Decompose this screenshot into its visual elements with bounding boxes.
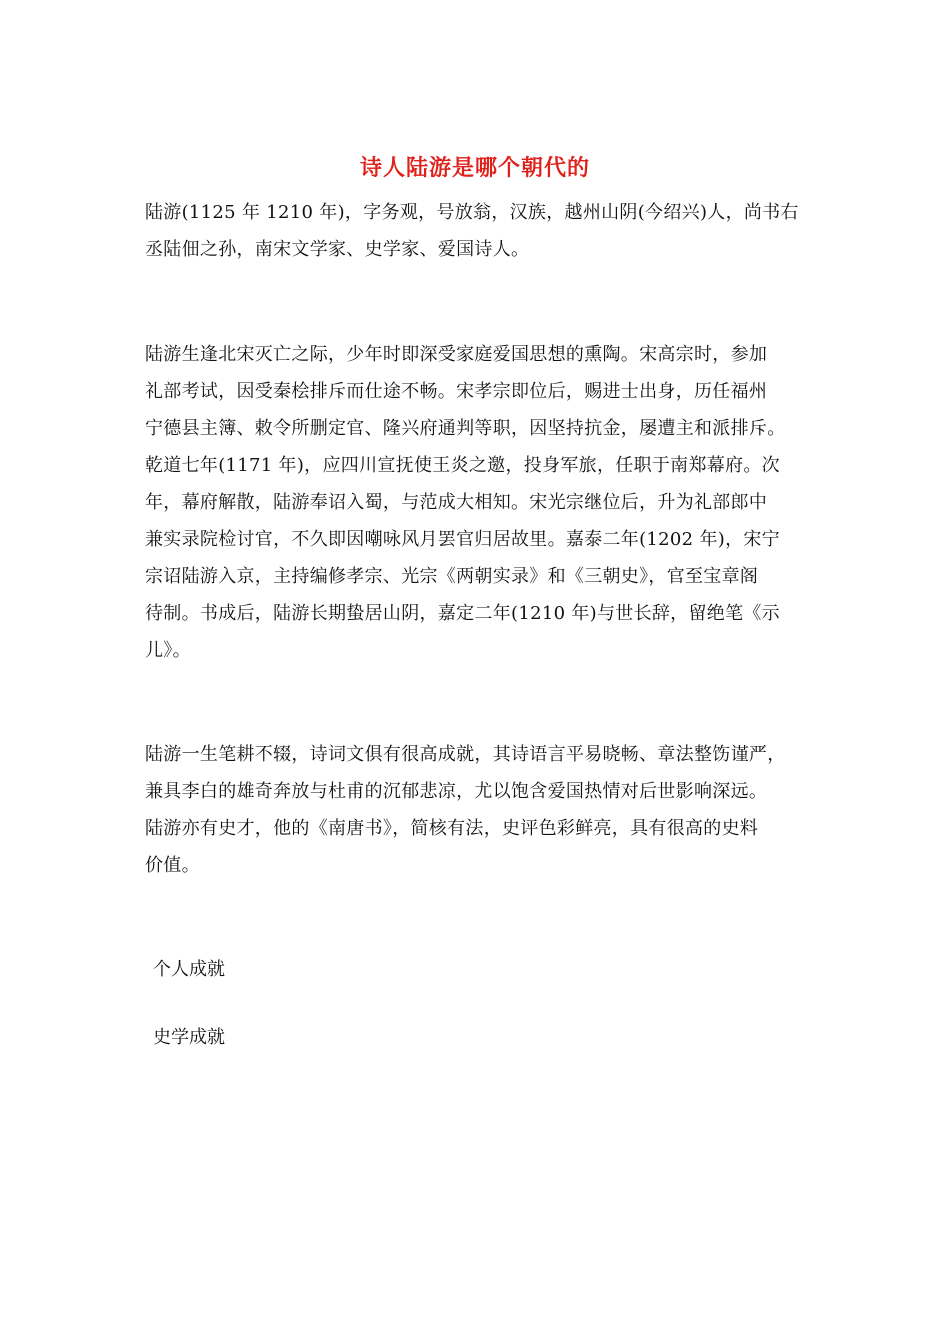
section-heading-personal-achievements: 个人成就 [153,959,225,980]
paragraph-intro [145,194,825,268]
paragraph-line: 乾道七年(1171 年)，应四川宣抚使王炎之邀，投身军旅，任职于南郑幕府。次 [145,455,780,476]
paragraph-line: 兼实录院检讨官，不久即因嘲咏风月罢官归居故里。嘉泰二年(1202 年)，宋宁 [145,529,780,550]
paragraph-line: 待制。书成后，陆游长期蛰居山阴，嘉定二年(1210 年)与世长辞，留绝笔《示 [145,603,780,624]
paragraph-line: 兼具李白的雄奇奔放与杜甫的沉郁悲凉，尤以饱含爱国热情对后世影响深远。 [145,781,768,802]
paragraph-line: 儿》。 [145,640,191,661]
paragraph-line: 丞陆佃之孙，南宋文学家、史学家、爱国诗人。 [145,239,530,260]
paragraph-line: 年，幕府解散，陆游奉诏入蜀，与范成大相知。宋光宗继位后，升为礼部郎中 [145,492,768,513]
document-title: 诗人陆游是哪个朝代的 [359,155,590,181]
paragraph-biography [145,336,825,669]
paragraph-line: 陆游亦有史才，他的《南唐书》，简核有法，史评色彩鲜亮，具有很高的史料 [145,818,759,839]
paragraph-line: 陆游生逢北宋灭亡之际，少年时即深受家庭爱国思想的熏陶。宋高宗时，参加 [145,344,768,365]
section-heading-historiography-achievements: 史学成就 [153,1027,225,1048]
paragraph-line: 宗诏陆游入京，主持编修孝宗、光宗《两朝实录》和《三朝史》，官至宝章阁 [145,566,759,587]
paragraph-achievements [145,736,825,884]
paragraph-line: 陆游(1125 年 1210 年)，字务观，号放翁，汉族，越州山阴(今绍兴)人，尚书右 [145,202,799,223]
paragraph-line: 宁德县主簿、敕令所删定官、隆兴府通判等职，因坚持抗金，屡遭主和派排斥。 [145,418,786,439]
paragraph-line: 陆游一生笔耕不辍，诗词文俱有很高成就，其诗语言平易晓畅、章法整饬谨严， [145,744,786,765]
paragraph-line: 价值。 [145,855,200,876]
paragraph-line: 礼部考试，因受秦桧排斥而仕途不畅。宋孝宗即位后，赐进士出身，历任福州 [145,381,768,402]
